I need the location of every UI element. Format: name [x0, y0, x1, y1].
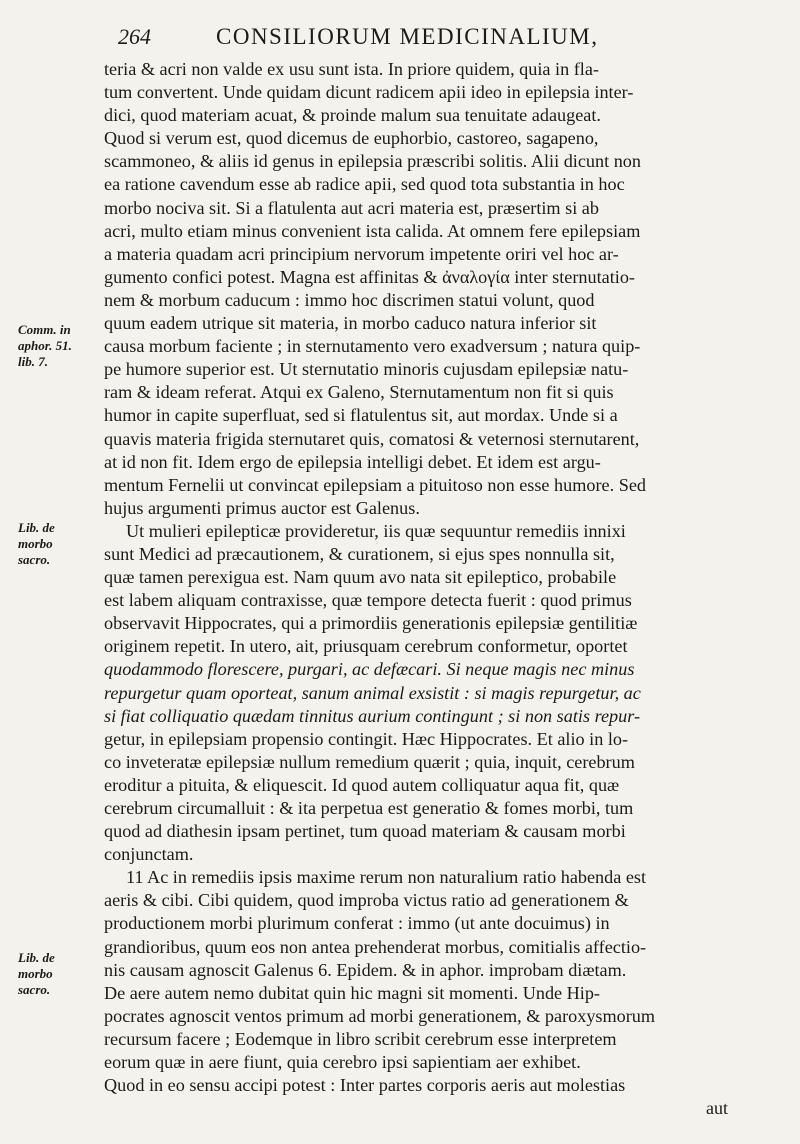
- margin-note-lib-de-morbo-sacro: [18, 520, 100, 568]
- margin-note-line: sacro.: [18, 552, 51, 567]
- margin-note-line: aphor. 51.: [18, 338, 72, 353]
- text-line: aeris & cibi. Cibi quidem, quod improba victus ratio ad generationem &: [104, 890, 629, 911]
- text-line: a materia quadam acri principium nervorum impetente oriri vel hoc ar-: [104, 243, 619, 264]
- text-line: quæ tamen perexigua est. Nam quum avo nata sit epileptico, probabile: [104, 567, 617, 588]
- text-line: recursum facere ; Eodemque in libro scribit cerebrum esse interpretem: [104, 1028, 617, 1049]
- page-number: 264: [118, 24, 151, 49]
- margin-note-line: Comm. in: [18, 322, 71, 337]
- text-line: Quod si verum est, quod dicemus de euphorbio, castoreo, sagapeno,: [104, 128, 599, 149]
- margin-note-comm-aphor: [18, 322, 100, 370]
- text-line: productionem morbi plurimum conferat : immo (ut ante docuimus) in: [104, 913, 610, 934]
- text-line: quavis materia frigida sternutaret quis, comatosi & veternosi sternutarent,: [104, 428, 640, 449]
- text-line: nem & morbum caducum : immo hoc discrimen statui volunt, quod: [104, 289, 595, 310]
- text-line: De aere autem nemo dubitat quin hic magni sit momenti. Unde Hip-: [104, 982, 600, 1003]
- text-line: tum convertent. Unde quidam dicunt radicem apii ideo in epilepsia inter-: [104, 82, 634, 103]
- text-line: originem repetit. In utero, ait, priusquam cerebrum conformetur, oportet: [104, 636, 628, 657]
- text-line: acri, multo etiam minus convenient ista calida. At omnem fere epilepsiam: [104, 220, 641, 241]
- text-line: sunt Medici ad præcautionem, & curationem, si ejus spes nonnulla sit,: [104, 543, 615, 564]
- margin-note-line: morbo: [18, 536, 53, 551]
- text-line: hujus argumenti primus auctor est Galenus.: [104, 497, 420, 518]
- text-line: teria & acri non valde ex usu sunt ista. In priore quidem, quia in fla-: [104, 59, 599, 79]
- text-line: si fiat colliquatio quædam tinnitus aurium contingunt ; si non satis repur-: [104, 705, 641, 726]
- text-line: Quod in eo sensu accipi potest : Inter partes corporis aeris aut molestias: [104, 1075, 626, 1096]
- text-line: getur, in epilepsiam propensio contingit. Hæc Hippocrates. Et alio in lo-: [104, 728, 629, 749]
- paragraph-start-line: Ut mulieri epilepticæ provideretur, iis quæ sequuntur remediis innixi: [126, 520, 626, 541]
- running-title: CONSILIORUM MEDICINALIUM,: [216, 24, 599, 49]
- margin-note-line: sacro.: [18, 982, 51, 997]
- text-line: gumento confici potest. Magna est affinitas & ἀναλογία inter sternutatio-: [104, 266, 635, 287]
- text-line: mentum Fernelii ut convincat epilepsiam a pituitoso non esse humore. Sed: [104, 474, 646, 495]
- text-line: grandioribus, quum eos non antea prehenderat morbus, comitialis affectio-: [104, 936, 647, 957]
- text-line: quod ad diathesin ipsam pertinet, tum quoad materiam & causam morbi: [104, 821, 626, 842]
- running-head: [118, 24, 758, 54]
- text-line: at id non fit. Idem ergo de epilepsia intelligi debet. Et idem est argu-: [104, 451, 601, 472]
- margin-note-line: Lib. de: [18, 950, 55, 965]
- text-line: ea ratione cavendum esse ab radice apii, sed quod tota substantia in hoc: [104, 174, 625, 195]
- text-line: eorum quæ in aere fiunt, quia cerebro ipsi sapientiam aer exhibet.: [104, 1052, 581, 1073]
- margin-note-lib-de-morbo-sacro-2: [18, 950, 100, 998]
- text-line: observavit Hippocrates, qui a primordiis generationis epilepsiæ gentilitiæ: [104, 613, 638, 634]
- text-line: eroditur a pituita, & eliquescit. Id quod autem colliquatur aqua fit, quæ: [104, 774, 620, 795]
- text-line: quodammodo florescere, purgari, ac defæcari. Si neque magis nec minus: [104, 659, 635, 680]
- text-line: ram & ideam referat. Atqui ex Galeno, Sternutamentum non fit si quis: [104, 382, 614, 403]
- text-line: pocrates agnoscit ventos primum ad morbi generationem, & paroxysmorum: [104, 1005, 656, 1026]
- text-line: conjunctam.: [104, 844, 194, 865]
- text-line: cerebrum circumalluit : & ita perpetua est generatio & fomes morbi, tum: [104, 798, 634, 818]
- text-line: scammoneo, & aliis id genus in epilepsia præscribi solitis. Alii dicunt non: [104, 151, 641, 172]
- text-line: causa morbum faciente ; in sternutamento vero exadversum ; natura quip-: [104, 336, 641, 357]
- text-line: repurgetur quam oporteat, sanum animal exsistit : si magis repurgetur, ac: [104, 682, 641, 703]
- text-line: est labem aliquam contraxisse, quæ tempore detecta fuerit : quod primus: [104, 590, 632, 611]
- margin-note-line: morbo: [18, 966, 53, 981]
- paragraph-start-line: 11 Ac in remediis ipsis maxime rerum non naturalium ratio habenda est: [126, 867, 647, 888]
- text-line: morbo nociva sit. Si a flatulenta aut acri materia est, præsertim si ab: [104, 197, 599, 218]
- text-line: pe humore superior est. Ut sternutatio minoris cujusdam epilepsiæ natu-: [104, 359, 629, 380]
- text-line: humor in capite superfluat, sed si flatulentus sit, aut mordax. Unde si a: [104, 405, 618, 426]
- text-line: quum eadem utrique sit materia, in morbo caduco natura inferior sit: [104, 313, 597, 334]
- margin-note-line: Lib. de: [18, 520, 55, 535]
- margin-note-line: lib. 7.: [18, 354, 48, 369]
- body-text: [104, 58, 738, 1097]
- text-line: co inveteratæ epilepsiæ nullum remedium quærit ; quia, inquit, cerebrum: [104, 751, 635, 772]
- text-line: dici, quod materiam acuat, & proinde malum sua tenuitate adaugeat.: [104, 105, 601, 126]
- text-line: nis causam agnoscit Galenus 6. Epidem. & in aphor. improbam diætam.: [104, 959, 627, 980]
- catchword: aut: [706, 1098, 728, 1118]
